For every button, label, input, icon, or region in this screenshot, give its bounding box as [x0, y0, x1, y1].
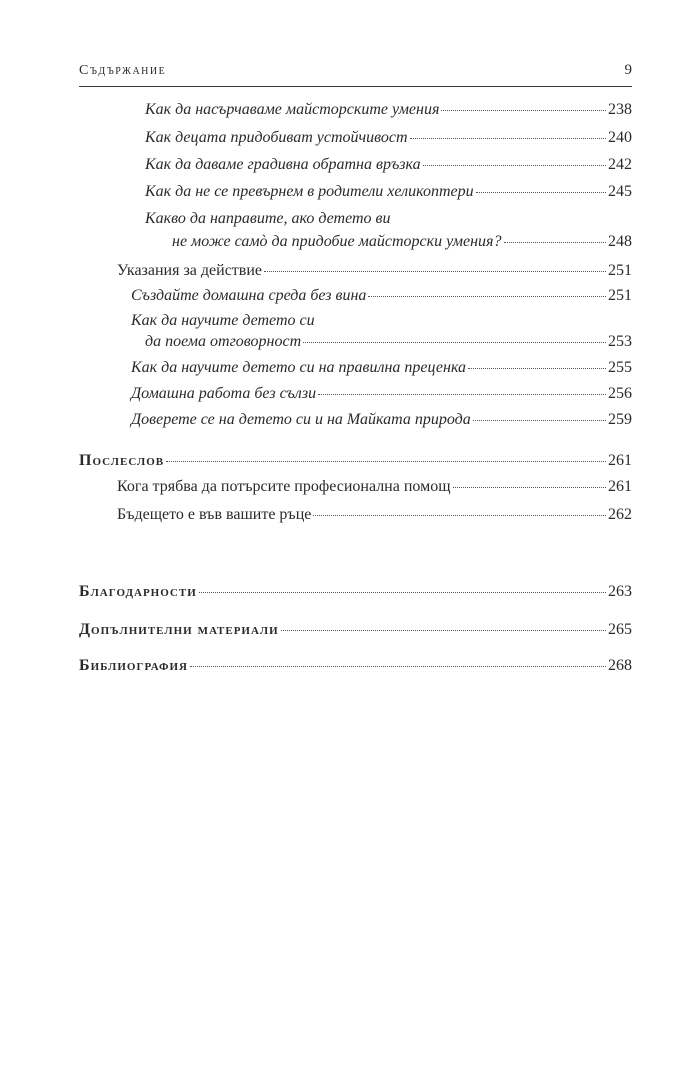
toc-entry-title: да поема отговорност — [145, 333, 302, 350]
toc-entry-title: Как да насърчаваме майсторските умения — [145, 101, 440, 118]
dot-leader — [504, 242, 607, 243]
toc-entry-title: Доверете се на детето си и на Майката природа — [131, 411, 471, 428]
toc-entry — [145, 101, 632, 119]
dot-leader — [281, 630, 606, 631]
toc-entry-page: 256 — [608, 385, 632, 402]
toc-entry — [131, 411, 632, 429]
toc-entry-page: 265 — [608, 621, 632, 638]
toc-entry — [117, 262, 632, 280]
dot-leader — [318, 394, 606, 395]
toc-entry-page: 242 — [608, 156, 632, 173]
dot-leader — [368, 296, 606, 297]
toc-entry — [131, 359, 632, 377]
toc-entry — [145, 156, 632, 174]
dot-leader — [453, 487, 606, 488]
toc-entry — [172, 233, 632, 251]
running-title: Съдържание — [79, 63, 167, 78]
toc-entry-title: Указания за действие — [117, 262, 262, 279]
toc-entry — [117, 478, 632, 496]
toc-entry-title: Създайте домашна среда без вина — [131, 287, 367, 304]
toc-entry-title: Библиография — [79, 657, 188, 674]
header-rule — [79, 86, 632, 87]
toc-entry-title: Кога трябва да потърсите професионална помощ — [117, 478, 451, 495]
dot-leader — [468, 368, 606, 369]
toc-entry-page: 261 — [608, 478, 632, 495]
toc-entry — [131, 287, 632, 305]
dot-leader — [410, 138, 606, 139]
dot-leader — [199, 592, 606, 593]
toc-entry-page: 262 — [608, 506, 632, 523]
toc-entry — [79, 621, 632, 639]
dot-leader — [313, 515, 606, 516]
toc-entry-title: Благодарности — [79, 583, 197, 600]
dot-leader — [423, 165, 606, 166]
dot-leader — [264, 271, 606, 272]
toc-entry — [145, 333, 632, 351]
toc-entry-page: 268 — [608, 657, 632, 674]
toc-entry — [79, 452, 632, 470]
toc-entry-title: Как да научите детето си на правилна преценка — [131, 359, 467, 376]
toc-entry-title-line1: Как да научите детето си — [131, 312, 315, 329]
toc-entry-title: Допълнителни материали — [79, 621, 279, 638]
toc-entry — [79, 583, 632, 601]
dot-leader — [473, 420, 606, 421]
page-number: 9 — [624, 62, 632, 78]
page-header — [79, 62, 632, 79]
toc-entry-page: 255 — [608, 359, 632, 376]
dot-leader — [166, 461, 606, 462]
toc-entry-page: 240 — [608, 129, 632, 146]
toc-entry-page: 261 — [608, 452, 632, 469]
toc-entry-title: Домашна работа без сълзи — [131, 385, 317, 402]
toc-entry — [79, 657, 632, 675]
dot-leader — [190, 666, 606, 667]
toc-entry-page: 238 — [608, 101, 632, 118]
toc-entry-title: Как децата придобиват устойчивост — [145, 129, 408, 146]
toc-entry-title-line1: Какво да направите, ако детето ви — [145, 210, 391, 227]
toc-entry-title: Послеслов — [79, 452, 165, 469]
toc-entry — [145, 183, 632, 201]
toc-entry — [145, 129, 632, 147]
toc-entry — [131, 385, 632, 403]
toc-entry-title: Как да не се превърнем в родители хеликоптери — [145, 183, 474, 200]
dot-leader — [303, 342, 606, 343]
toc-entry-page: 245 — [608, 183, 632, 200]
toc-entry-page: 263 — [608, 583, 632, 600]
toc-entry-title: Как да даваме градивна обратна връзка — [145, 156, 421, 173]
toc-entry-page: 251 — [608, 287, 632, 304]
toc-entry-page: 253 — [608, 333, 632, 350]
dot-leader — [476, 192, 606, 193]
toc-entry-page: 259 — [608, 411, 632, 428]
toc-entry-page: 248 — [608, 233, 632, 250]
toc-entry — [117, 506, 632, 524]
dot-leader — [441, 110, 606, 111]
toc-entry-title: Бъдещето е във вашите ръце — [117, 506, 312, 523]
toc-entry-title: не може самò да придобие майсторски умения? — [172, 233, 502, 250]
toc-entry-page: 251 — [608, 262, 632, 279]
